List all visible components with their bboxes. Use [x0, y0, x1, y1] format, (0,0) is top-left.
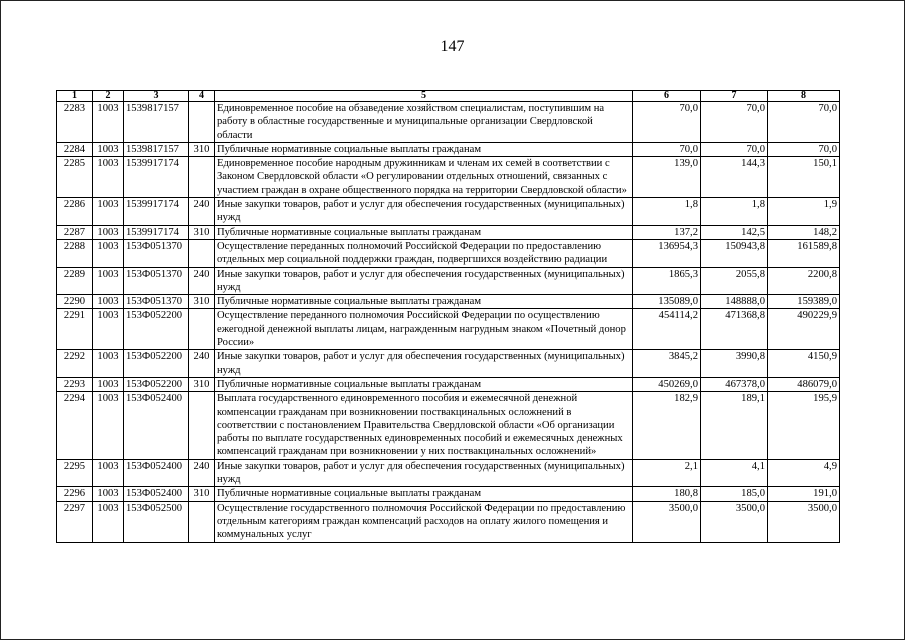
row-number: 2293 [57, 377, 93, 391]
section-code: 1003 [93, 198, 124, 226]
table-row [57, 377, 840, 391]
target-code: 153Ф051370 [124, 267, 189, 295]
amount-col6: 135089,0 [633, 295, 701, 309]
amount-col6: 454114,2 [633, 309, 701, 350]
target-code: 153Ф052200 [124, 377, 189, 391]
row-number: 2289 [57, 267, 93, 295]
amount-col6: 137,2 [633, 225, 701, 239]
amount-col8: 486079,0 [768, 377, 840, 391]
amount-col8: 4150,9 [768, 350, 840, 378]
section-code: 1003 [93, 309, 124, 350]
description: Публичные нормативные социальные выплаты гражданам [215, 487, 633, 501]
amount-col7: 4,1 [701, 459, 768, 487]
section-code: 1003 [93, 377, 124, 391]
amount-col8: 161589,8 [768, 239, 840, 267]
target-code: 1539917174 [124, 225, 189, 239]
amount-col6: 180,8 [633, 487, 701, 501]
expense-type: 310 [189, 225, 215, 239]
description: Осуществление государственного полномочия Российской Федерации по предоставлению отдельным категориям граждан компенсаций расходов на оплату жилого помещения и коммунальных услуг [215, 501, 633, 542]
description: Осуществление переданного полномочия Российской Федерации по осуществлению ежегодной денежной выплаты лицам, награжденным нагрудным знаком «Почетный донор России» [215, 309, 633, 350]
row-number: 2292 [57, 350, 93, 378]
table-row [57, 102, 840, 143]
target-code: 1539917174 [124, 157, 189, 198]
target-code: 153Ф052200 [124, 350, 189, 378]
amount-col8: 159389,0 [768, 295, 840, 309]
amount-col6: 3845,2 [633, 350, 701, 378]
amount-col6: 1,8 [633, 198, 701, 226]
expense-type: 240 [189, 350, 215, 378]
amount-col7: 70,0 [701, 102, 768, 143]
table-row [57, 267, 840, 295]
amount-col8: 191,0 [768, 487, 840, 501]
table-row [57, 459, 840, 487]
amount-col6: 3500,0 [633, 501, 701, 542]
amount-col6: 70,0 [633, 102, 701, 143]
target-code: 153Ф052400 [124, 487, 189, 501]
amount-col7: 471368,8 [701, 309, 768, 350]
target-code: 153Ф052400 [124, 459, 189, 487]
header-cell: 3 [124, 91, 189, 102]
target-code: 1539817157 [124, 102, 189, 143]
header-cell: 5 [215, 91, 633, 102]
table-row [57, 198, 840, 226]
row-number: 2297 [57, 501, 93, 542]
row-number: 2288 [57, 239, 93, 267]
section-code: 1003 [93, 350, 124, 378]
table-row [57, 309, 840, 350]
header-cell: 6 [633, 91, 701, 102]
expense-type: 240 [189, 459, 215, 487]
amount-col7: 142,5 [701, 225, 768, 239]
section-code: 1003 [93, 392, 124, 459]
expense-type [189, 392, 215, 459]
amount-col6: 450269,0 [633, 377, 701, 391]
amount-col7: 70,0 [701, 142, 768, 156]
amount-col6: 136954,3 [633, 239, 701, 267]
amount-col8: 70,0 [768, 142, 840, 156]
table-row [57, 157, 840, 198]
target-code: 153Ф051370 [124, 239, 189, 267]
amount-col7: 3990,8 [701, 350, 768, 378]
expense-type: 310 [189, 487, 215, 501]
target-code: 153Ф051370 [124, 295, 189, 309]
expense-type [189, 239, 215, 267]
table-row [57, 239, 840, 267]
header-cell: 4 [189, 91, 215, 102]
row-number: 2283 [57, 102, 93, 143]
amount-col8: 195,9 [768, 392, 840, 459]
row-number: 2294 [57, 392, 93, 459]
amount-col8: 490229,9 [768, 309, 840, 350]
description: Иные закупки товаров, работ и услуг для обеспечения государственных (муниципальных) нужд [215, 198, 633, 226]
header-cell: 2 [93, 91, 124, 102]
expense-type: 310 [189, 142, 215, 156]
amount-col8: 150,1 [768, 157, 840, 198]
amount-col7: 1,8 [701, 198, 768, 226]
amount-col7: 144,3 [701, 157, 768, 198]
section-code: 1003 [93, 157, 124, 198]
description: Выплата государственного единовременного пособия и ежемесячной денежной компенсации гражданам при возникновении поствакцинальных осложнений в соответствии с постановлением Правительства Свердловской области «Об организации работы по выплате государственных единовременных пособий и ежемесячных денежных компенсаций гражданам при возникновении у них поствакцинальных осложнений» [215, 392, 633, 459]
target-code: 1539817157 [124, 142, 189, 156]
page-number: 147 [440, 38, 465, 55]
row-number: 2296 [57, 487, 93, 501]
table-row [57, 501, 840, 542]
table-body [57, 102, 840, 543]
section-code: 1003 [93, 459, 124, 487]
expense-type: 310 [189, 295, 215, 309]
section-code: 1003 [93, 102, 124, 143]
table-row [57, 295, 840, 309]
description: Публичные нормативные социальные выплаты гражданам [215, 295, 633, 309]
amount-col8: 1,9 [768, 198, 840, 226]
header-cell: 1 [57, 91, 93, 102]
section-code: 1003 [93, 487, 124, 501]
amount-col8: 148,2 [768, 225, 840, 239]
description: Публичные нормативные социальные выплаты гражданам [215, 377, 633, 391]
description: Единовременное пособие на обзаведение хозяйством специалистам, поступившим на работу в областные государственные и муниципальные организации Свердловской области [215, 102, 633, 143]
amount-col8: 4,9 [768, 459, 840, 487]
amount-col8: 3500,0 [768, 501, 840, 542]
amount-col8: 70,0 [768, 102, 840, 143]
section-code: 1003 [93, 501, 124, 542]
amount-col7: 189,1 [701, 392, 768, 459]
header-row [57, 91, 840, 102]
section-code: 1003 [93, 142, 124, 156]
description: Единовременное пособие народным дружинникам и членам их семей в соответствии с Законом Свердловской области «О регулировании отдельных отношений, связанных с участием граждан в охране общественного порядка на территории Свердловской области» [215, 157, 633, 198]
amount-col6: 2,1 [633, 459, 701, 487]
amount-col7: 150943,8 [701, 239, 768, 267]
amount-col7: 467378,0 [701, 377, 768, 391]
amount-col7: 3500,0 [701, 501, 768, 542]
expense-type: 310 [189, 377, 215, 391]
expense-type [189, 157, 215, 198]
expense-type: 240 [189, 267, 215, 295]
target-code: 153Ф052400 [124, 392, 189, 459]
target-code: 153Ф052500 [124, 501, 189, 542]
table-row [57, 487, 840, 501]
budget-table [56, 90, 840, 543]
row-number: 2287 [57, 225, 93, 239]
amount-col7: 185,0 [701, 487, 768, 501]
amount-col6: 1865,3 [633, 267, 701, 295]
target-code: 153Ф052200 [124, 309, 189, 350]
row-number: 2290 [57, 295, 93, 309]
section-code: 1003 [93, 267, 124, 295]
row-number: 2291 [57, 309, 93, 350]
expense-type [189, 309, 215, 350]
description: Публичные нормативные социальные выплаты гражданам [215, 225, 633, 239]
header-cell: 8 [768, 91, 840, 102]
description: Осуществление переданных полномочий Российской Федерации по предоставлению отдельных мер социальной поддержки граждан, подвергшихся воздействию радиации [215, 239, 633, 267]
table-row [57, 350, 840, 378]
section-code: 1003 [93, 225, 124, 239]
amount-col6: 182,9 [633, 392, 701, 459]
description: Публичные нормативные социальные выплаты гражданам [215, 142, 633, 156]
table-row [57, 392, 840, 459]
row-number: 2286 [57, 198, 93, 226]
table-row [57, 142, 840, 156]
description: Иные закупки товаров, работ и услуг для обеспечения государственных (муниципальных) нужд [215, 267, 633, 295]
header-cell: 7 [701, 91, 768, 102]
amount-col7: 2055,8 [701, 267, 768, 295]
description: Иные закупки товаров, работ и услуг для обеспечения государственных (муниципальных) нужд [215, 350, 633, 378]
row-number: 2285 [57, 157, 93, 198]
amount-col6: 139,0 [633, 157, 701, 198]
amount-col7: 148888,0 [701, 295, 768, 309]
section-code: 1003 [93, 295, 124, 309]
row-number: 2295 [57, 459, 93, 487]
target-code: 1539917174 [124, 198, 189, 226]
row-number: 2284 [57, 142, 93, 156]
table-row [57, 225, 840, 239]
section-code: 1003 [93, 239, 124, 267]
description: Иные закупки товаров, работ и услуг для обеспечения государственных (муниципальных) нужд [215, 459, 633, 487]
expense-type [189, 102, 215, 143]
amount-col6: 70,0 [633, 142, 701, 156]
expense-type [189, 501, 215, 542]
expense-type: 240 [189, 198, 215, 226]
amount-col8: 2200,8 [768, 267, 840, 295]
